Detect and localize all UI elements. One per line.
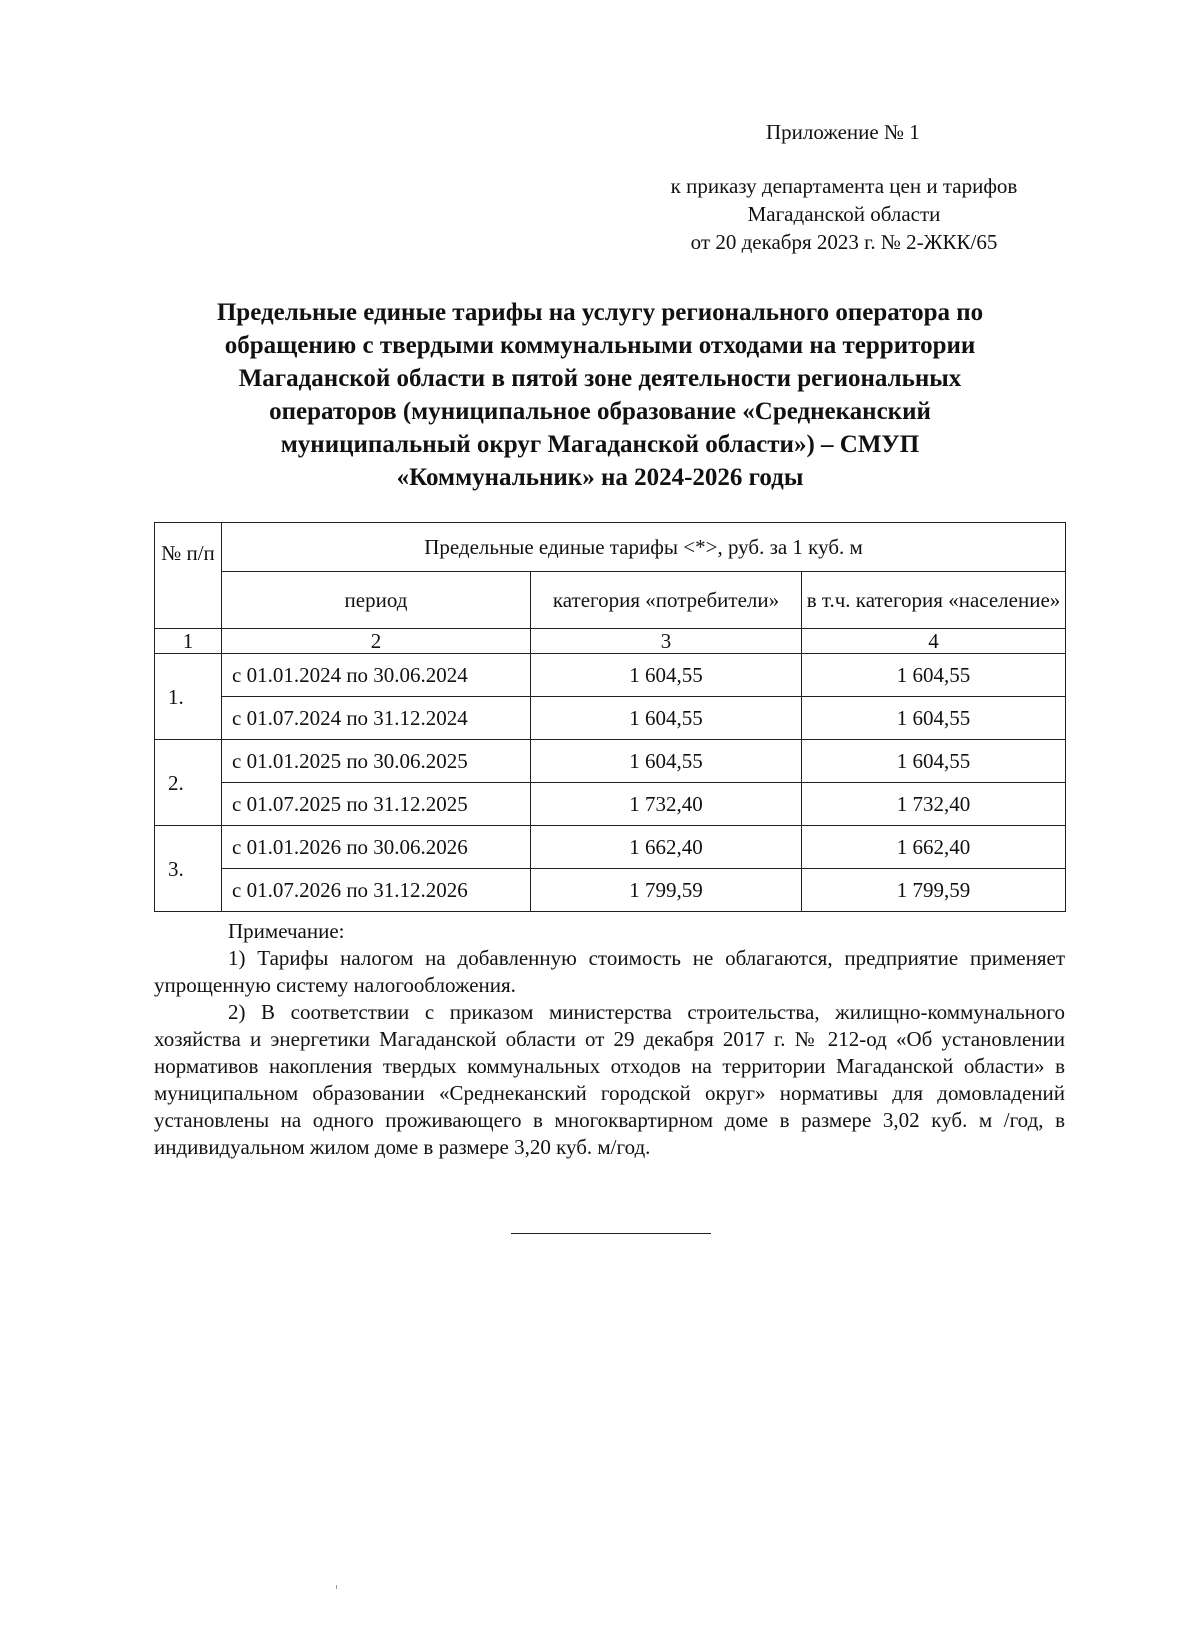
appendix-ref-line: Магаданской области xyxy=(747,202,941,226)
period-cell: с 01.01.2026 по 30.06.2026 xyxy=(222,826,531,869)
table-row xyxy=(155,869,1066,912)
notes-title: Примечание: xyxy=(228,919,345,943)
period-cell: с 01.07.2024 по 31.12.2024 xyxy=(222,697,531,740)
document-title xyxy=(150,296,1050,494)
population-tariff-cell: 1 604,55 xyxy=(802,740,1066,783)
note-paragraph: 2) В соответствии с приказом министерства строительства, жилищно-коммунального хозяйства и энергетики Магаданской области от 29 декабря 2017 г. № 212-од «Об установлении нормативов накопления твердых коммунальных отходов на территории Магаданской области» в муниципальном образовании «Среднеканский городской округ» нормативы для домовладений установлены на одного проживающего в многоквартирном доме в размере 3,02 куб. м /год, в индивидуальном жилом доме в размере 3,20 куб. м/год. xyxy=(154,1000,1065,1159)
period-cell: с 01.07.2026 по 31.12.2026 xyxy=(222,869,531,912)
appendix-ref-line: от 20 декабря 2023 г. № 2-ЖКК/65 xyxy=(690,230,998,254)
title-line: операторов (муниципальное образование «Среднеканский xyxy=(269,398,931,425)
row-group-number: 2. xyxy=(155,740,222,826)
appendix-reference xyxy=(620,172,1068,256)
column-index-cell: 1 xyxy=(155,629,222,654)
period-cell: с 01.07.2025 по 31.12.2025 xyxy=(222,783,531,826)
note-paragraph: 1) Тарифы налогом на добавленную стоимость не облагаются, предприятие применяет упрощенную систему налогообложения. xyxy=(154,946,1065,997)
consumers-tariff-cell: 1 799,59 xyxy=(531,869,802,912)
table-header-row xyxy=(155,523,1066,572)
period-cell: с 01.01.2025 по 30.06.2025 xyxy=(222,740,531,783)
consumers-tariff-cell: 1 662,40 xyxy=(531,826,802,869)
population-tariff-cell: 1 732,40 xyxy=(802,783,1066,826)
table-row xyxy=(155,826,1066,869)
population-tariff-cell: 1 799,59 xyxy=(802,869,1066,912)
header-cell-group: Предельные единые тарифы <*>, руб. за 1 куб. м xyxy=(222,523,1066,572)
scan-artifact xyxy=(336,1585,337,1589)
table-row xyxy=(155,654,1066,697)
notes-section xyxy=(154,918,1065,1161)
population-tariff-cell: 1 662,40 xyxy=(802,826,1066,869)
title-line: муниципальный округ Магаданской области») – СМУП xyxy=(280,431,920,458)
table-row xyxy=(155,783,1066,826)
appendix-label: Приложение № 1 xyxy=(766,120,920,144)
table-header-row xyxy=(155,572,1066,629)
title-line: обращению с твердыми коммунальными отходами на территории xyxy=(224,332,976,359)
header-cell-number: № п/п xyxy=(155,523,222,629)
table-row xyxy=(155,697,1066,740)
column-index-cell: 4 xyxy=(802,629,1066,654)
title-line: Предельные единые тарифы на услугу регионального оператора по xyxy=(216,299,984,326)
header-cell-period: период xyxy=(222,572,531,629)
title-line: «Коммунальник» на 2024-2026 годы xyxy=(396,464,804,491)
closing-divider xyxy=(511,1233,711,1234)
appendix-ref-line: к приказу департамента цен и тарифов xyxy=(670,174,1018,198)
column-index-row xyxy=(155,629,1066,654)
title-line: Магаданской области в пятой зоне деятельности региональных xyxy=(238,365,962,392)
header-cell-consumers: категория «потребители» xyxy=(531,572,802,629)
period-cell: с 01.01.2024 по 30.06.2024 xyxy=(222,654,531,697)
table-row xyxy=(155,740,1066,783)
row-group-number: 1. xyxy=(155,654,222,740)
row-group-number: 3. xyxy=(155,826,222,912)
population-tariff-cell: 1 604,55 xyxy=(802,697,1066,740)
tariff-table xyxy=(154,522,1066,912)
column-index-cell: 3 xyxy=(531,629,802,654)
consumers-tariff-cell: 1 604,55 xyxy=(531,740,802,783)
consumers-tariff-cell: 1 604,55 xyxy=(531,697,802,740)
header-cell-population: в т.ч. категория «население» xyxy=(802,572,1066,629)
consumers-tariff-cell: 1 604,55 xyxy=(531,654,802,697)
consumers-tariff-cell: 1 732,40 xyxy=(531,783,802,826)
population-tariff-cell: 1 604,55 xyxy=(802,654,1066,697)
column-index-cell: 2 xyxy=(222,629,531,654)
